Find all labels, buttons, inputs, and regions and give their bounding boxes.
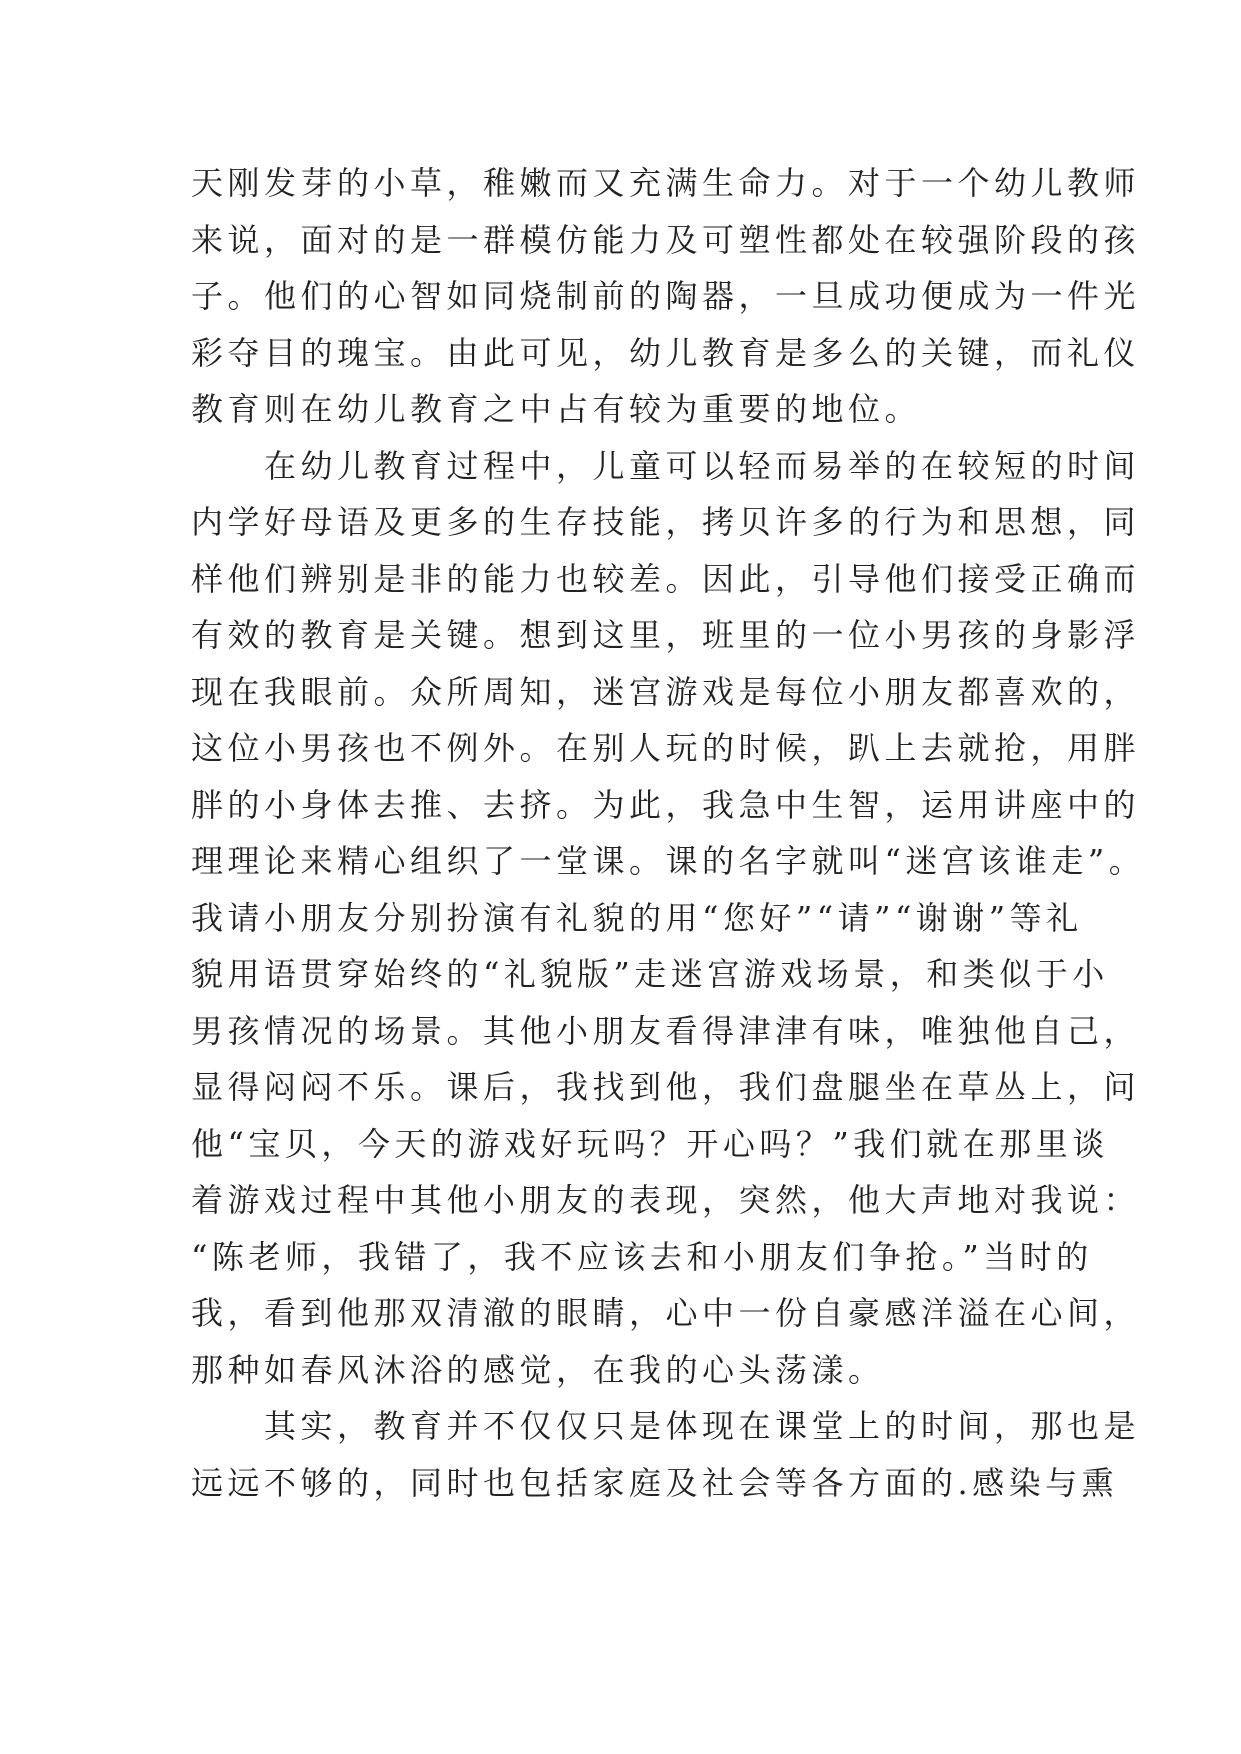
text-line: 彩夺目的瑰宝。由此可见，幼儿教育是多么的关键，而礼仪 [191, 333, 1141, 372]
text-line: 显得闷闷不乐。课后，我找到他，我们盘腿坐在草丛上，问 [191, 1068, 1141, 1106]
text-line: 男孩情况的场景。其他小朋友看得津津有味，唯独他自己， [191, 1011, 1141, 1050]
text-line: 貌用语贯穿始终的“礼貌版”走迷宫游戏场景，和类似于小 [191, 955, 1109, 993]
text-line: 内学好母语及更多的生存技能，拷贝许多的行为和思想，同 [191, 503, 1141, 541]
text-line: 天刚发芽的小草，稚嫩而又充满生命力。对于一个幼儿教师 [191, 164, 1141, 202]
text-line: 我请小朋友分别扮演有礼貌的用“您好”“请”“谢谢”等礼 [191, 898, 1083, 937]
text-line: 那种如春风沐浴的感觉，在我的心头荡漾。 [191, 1350, 885, 1389]
text-line: 其实，教育并不仅仅只是体现在课堂上的时间，那也是 [191, 1407, 1141, 1445]
text-line: “陈老师，我错了，我不应该去和小朋友们争抢。”当时的 [191, 1237, 1093, 1276]
text-line: 远远不够的，同时也包括家庭及社会等各方面的.感染与熏 [191, 1463, 1119, 1502]
text-line: 在幼儿教育过程中，儿童可以轻而易举的在较短的时间 [191, 446, 1141, 485]
text-line: 子。他们的心智如同烧制前的陶器，一旦成功便成为一件光 [191, 277, 1141, 315]
text-line: 胖的小身体去推、去挤。为此，我急中生智，运用讲座中的 [191, 785, 1141, 824]
text-line: 现在我眼前。众所周知，迷宫游戏是每位小朋友都喜欢的， [191, 672, 1141, 711]
text-line: 理理论来精心组织了一堂课。课的名字就叫“迷宫该谁走”。 [191, 842, 1146, 880]
text-line: 他“宝贝，今天的游戏好玩吗？开心吗？”我们就在那里谈 [191, 1124, 1109, 1163]
text-line: 有效的教育是关键。想到这里，班里的一位小男孩的身影浮 [191, 616, 1141, 654]
text-line: 教育则在幼儿教育之中占有较为重要的地位。 [191, 390, 922, 428]
body-text [191, 155, 1146, 1511]
text-line: 这位小男孩也不例外。在别人玩的时候，趴上去就抢，用胖 [191, 729, 1141, 767]
text-line: 我，看到他那双清澈的眼睛，心中一份自豪感洋溢在心间， [191, 1294, 1141, 1332]
text-line: 来说，面对的是一群模仿能力及可塑性都处在较强阶段的孩 [191, 220, 1141, 259]
text-line: 着游戏过程中其他小朋友的表现，突然，他大声地对我说： [191, 1181, 1141, 1219]
text-line: 样他们辨别是非的能力也较差。因此，引导他们接受正确而 [191, 559, 1141, 598]
